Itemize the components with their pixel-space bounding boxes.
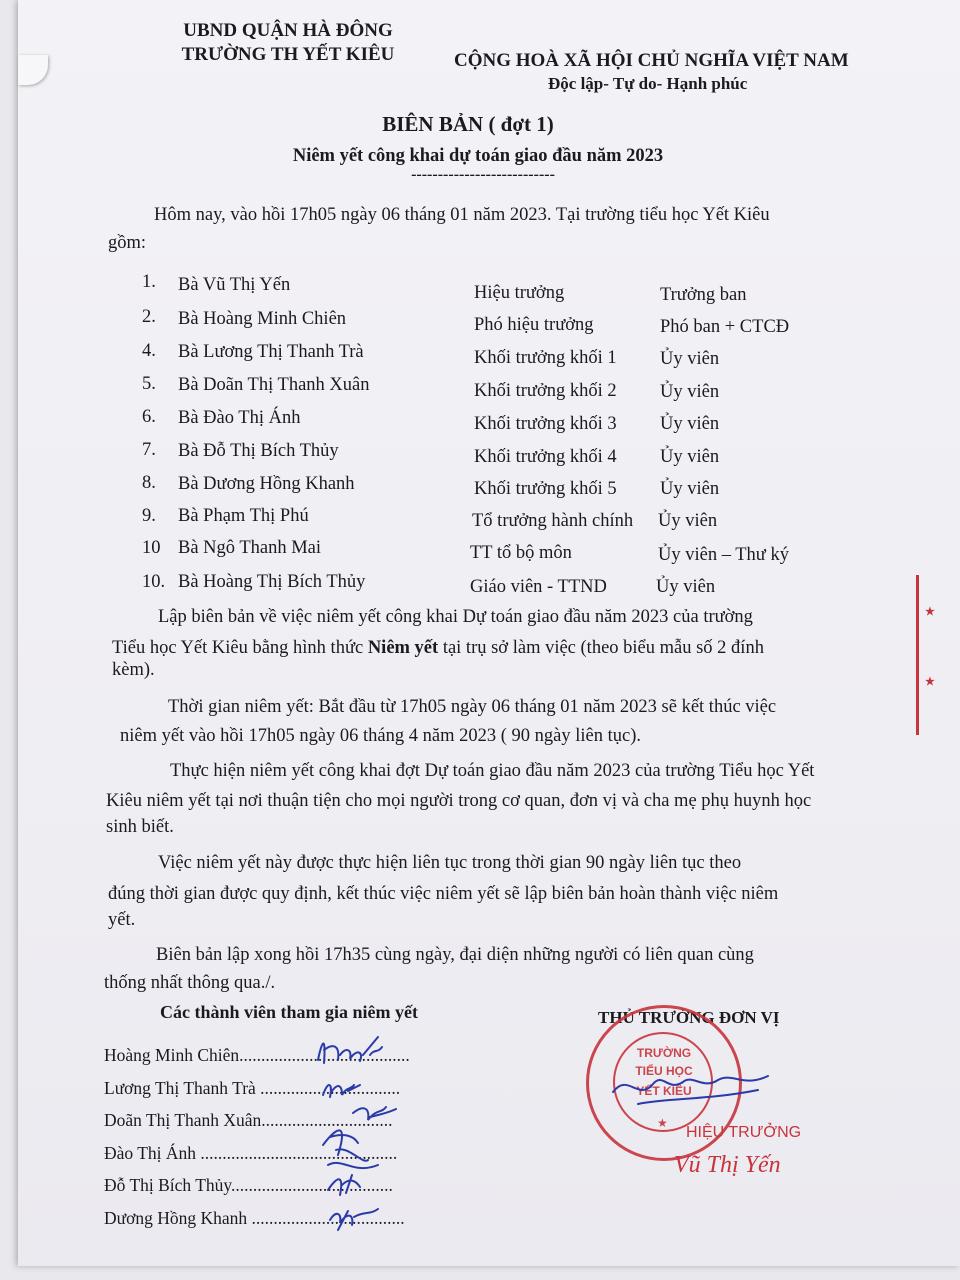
paragraph-line: Lập biên bản về việc niêm yết công khai Dự toán giao đầu năm 2023 của trường: [158, 607, 753, 627]
paragraph-line: Kiêu niêm yết tại nơi thuận tiện cho mọi người trong cơ quan, đơn vị và cha mẹ phụ huynh học: [106, 791, 812, 811]
document-subtitle: Niêm yết công khai dự toán giao đầu năm 2023: [292, 146, 664, 166]
member-position: Hiệu trưởng: [474, 283, 565, 303]
member-role: Phó ban + CTCĐ: [660, 317, 790, 337]
intro-line: gồm:: [108, 233, 147, 253]
member-position: Khối trưởng khối 5: [474, 479, 617, 499]
paragraph-line: sinh biết.: [106, 817, 174, 837]
star-icon: ★: [925, 676, 935, 688]
signature-line: Hoàng Minh Chiên.......................................: [104, 1045, 410, 1065]
member-position: Khối trưởng khối 3: [474, 414, 617, 434]
signature-line: Đỗ Thị Bích Thủy.....................................: [104, 1175, 393, 1195]
member-number: 5.: [142, 374, 156, 394]
member-role: Ủy viên – Thư ký: [658, 545, 789, 565]
member-number: 2.: [142, 307, 156, 327]
paragraph-line: Thời gian niêm yết: Bắt đầu từ 17h05 ngày 06 tháng 01 năm 2023 sẽ kết thúc việc: [168, 697, 777, 717]
member-name: Bà Lương Thị Thanh Trà: [178, 342, 364, 362]
member-position: Khối trưởng khối 2: [474, 381, 617, 401]
stamp-text: TRƯỜNG: [636, 1046, 692, 1060]
member-name: Bà Hoàng Thị Bích Thủy: [178, 572, 366, 592]
member-name: Bà Đào Thị Ánh: [178, 408, 301, 428]
member-position: Giáo viên - TTND: [470, 577, 607, 597]
stamp-text: YẾT KIÊU: [636, 1084, 692, 1098]
paragraph-line: [112, 633, 764, 663]
member-number: 10.: [142, 572, 166, 592]
member-role: Ủy viên: [656, 577, 716, 597]
paragraph-line: thống nhất thông qua./.: [104, 973, 276, 993]
star-icon: ★: [925, 606, 935, 618]
header-district: UBND QUẬN HÀ ĐÔNG: [183, 20, 393, 41]
head-of-unit-title: THỦ TRƯỞNG ĐƠN VỊ: [598, 1008, 780, 1027]
member-number: 8.: [142, 473, 156, 493]
principal-signature-scribble: [608, 1062, 778, 1112]
member-number: 4.: [142, 341, 156, 361]
paragraph-text: Tiểu học Yết Kiêu bằng hình thức: [112, 638, 368, 658]
member-role: Ủy viên: [660, 479, 720, 499]
member-position: Khối trưởng khối 1: [474, 348, 617, 368]
document-page: [18, 0, 960, 1266]
member-name: Bà Doãn Thị Thanh Xuân: [178, 375, 370, 395]
paragraph-emphasis: Niêm yết: [367, 638, 439, 658]
member-name: Bà Ngô Thanh Mai: [178, 538, 322, 558]
member-role: Ủy viên: [660, 447, 720, 467]
paragraph-line: đúng thời gian được quy định, kết thúc việc niêm yết sẽ lập biên bản hoàn thành việc niêm: [108, 884, 779, 904]
header-country: CỘNG HOÀ XÃ HỘI CHỦ NGHĨA VIỆT NAM: [454, 50, 849, 71]
member-role: Trưởng ban: [660, 285, 747, 305]
paragraph-line: niêm yết vào hồi 17h05 ngày 06 tháng 4 năm 2023 ( 90 ngày liên tục).: [120, 726, 641, 746]
signature-line: Lương Thị Thanh Trà ................................: [104, 1078, 401, 1098]
page-curl: [18, 55, 48, 85]
partial-edge-stamp: [916, 575, 959, 735]
member-number: 1.: [142, 272, 156, 292]
principal-title: HIỆU TRƯỞNG: [686, 1124, 802, 1141]
paragraph-text: tại trụ sở làm việc (theo biểu mẫu số 2 đính: [438, 638, 764, 658]
member-role: Ủy viên: [658, 511, 718, 531]
document-title: BIÊN BẢN ( đợt 1): [382, 112, 554, 136]
signature-line: Doãn Thị Thanh Xuân..............................: [104, 1110, 393, 1130]
member-name: Bà Đỗ Thị Bích Thủy: [178, 441, 339, 461]
star-icon: ★: [657, 1116, 668, 1130]
member-number: 9.: [142, 506, 156, 526]
header-school: TRƯỜNG TH YẾT KIÊU: [181, 44, 395, 65]
paragraph-line: Việc niêm yết này được thực hiện liên tục trong thời gian 90 ngày liên tục theo: [158, 853, 742, 873]
member-signatures-scribbles: [308, 1025, 418, 1235]
member-name: Bà Vũ Thị Yến: [178, 275, 291, 295]
member-role: Ủy viên: [660, 349, 720, 369]
member-name: Bà Hoàng Minh Chiên: [178, 309, 347, 329]
principal-name: Vũ Thị Yến: [674, 1152, 781, 1178]
header-motto: Độc lập- Tự do- Hạnh phúc: [548, 74, 748, 93]
stamp-text: TIỂU HỌC: [635, 1064, 693, 1078]
member-role: Ủy viên: [660, 414, 720, 434]
member-role: Ủy viên: [660, 382, 720, 402]
title-divider: ---------------------------: [411, 166, 555, 183]
member-position: Khối trưởng khối 4: [474, 447, 617, 467]
member-position: Phó hiệu trưởng: [474, 315, 594, 335]
signature-line: Đào Thị Ánh .............................................: [104, 1143, 398, 1163]
member-number: 10: [142, 538, 161, 558]
member-position: TT tổ bộ môn: [470, 543, 572, 563]
member-name: Bà Dương Hồng Khanh: [178, 474, 355, 494]
paragraph-line: Thực hiện niêm yết công khai đợt Dự toán giao đầu năm 2023 của trường Tiểu học Yết: [170, 761, 815, 781]
member-name: Bà Phạm Thị Phú: [178, 506, 309, 526]
signature-line: Dương Hồng Khanh ...................................: [104, 1208, 405, 1228]
paragraph-line: yết.: [108, 910, 136, 930]
paragraph-line: kèm).: [112, 660, 155, 680]
members-signature-title: Các thành viên tham gia niêm yết: [160, 1002, 418, 1022]
intro-line: Hôm nay, vào hồi 17h05 ngày 06 tháng 01 năm 2023. Tại trường tiểu học Yết Kiêu: [154, 205, 770, 225]
paragraph-line: Biên bản lập xong hồi 17h35 cùng ngày, đại diện những người có liên quan cùng: [156, 945, 754, 965]
member-position: Tổ trưởng hành chính: [472, 511, 634, 531]
member-number: 7.: [142, 440, 156, 460]
member-number: 6.: [142, 407, 156, 427]
